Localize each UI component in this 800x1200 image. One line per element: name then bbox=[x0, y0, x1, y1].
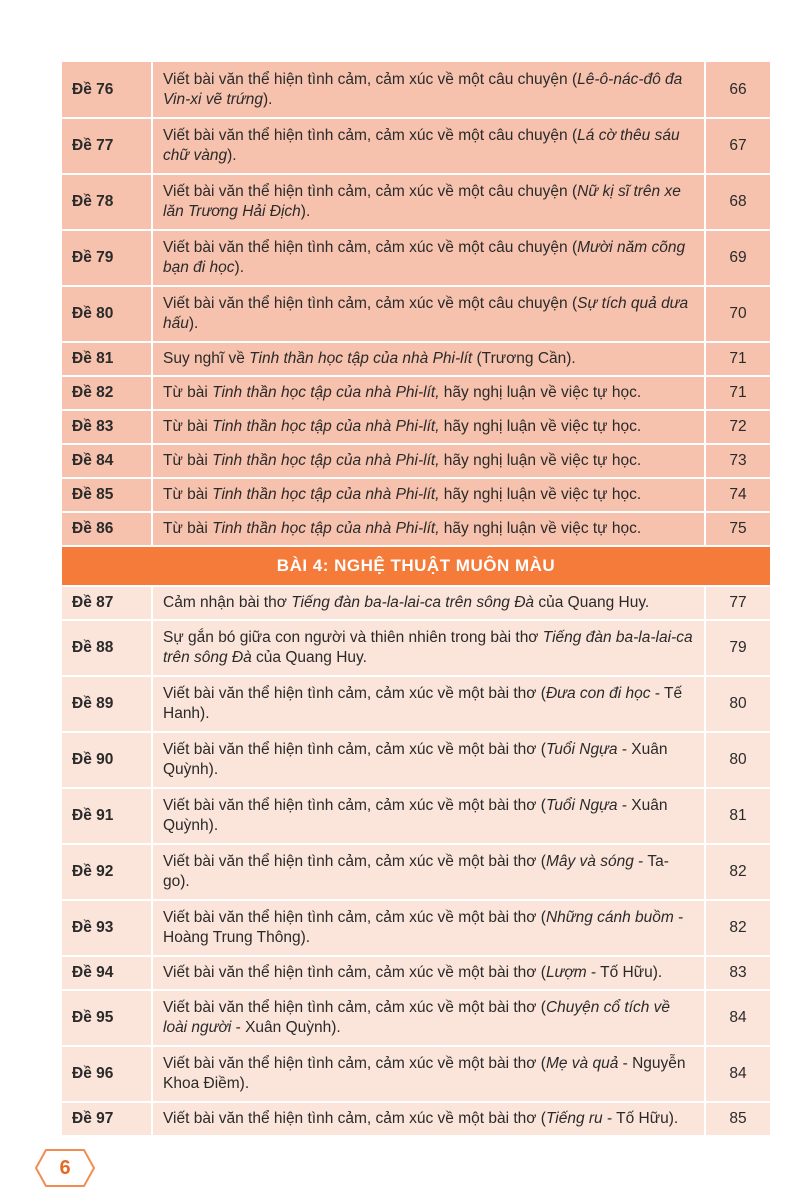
title-text-part: hãy nghị luận về việc tự học. bbox=[439, 520, 642, 537]
exercise-code: Đề 87 bbox=[62, 586, 152, 620]
title-italic-part: Tinh thần học tập của nhà Phi-lít bbox=[249, 350, 473, 367]
title-text-part: - Tế Hanh). bbox=[163, 685, 683, 722]
page-ref: 77 bbox=[705, 586, 770, 620]
page-ref: 70 bbox=[705, 286, 770, 342]
exercise-title bbox=[152, 1102, 705, 1136]
table-row bbox=[62, 376, 770, 410]
table-row bbox=[62, 586, 770, 620]
exercise-title bbox=[152, 1046, 705, 1102]
page-ref: 82 bbox=[705, 900, 770, 956]
title-italic-part: Mẹ và quả bbox=[545, 1055, 619, 1072]
title-text-part: - Tố Hữu). bbox=[602, 1110, 679, 1127]
title-italic-part: Sự tích quả dưa hấu bbox=[163, 295, 689, 332]
title-text-part: của Quang Huy. bbox=[251, 649, 367, 666]
page-ref: 66 bbox=[705, 62, 770, 118]
title-text-part: hãy nghị luận về việc tự học. bbox=[439, 384, 642, 401]
title-italic-part: Lê-ô-nác-đô đa Vin-xi vẽ trứng bbox=[163, 70, 683, 108]
page-ref: 82 bbox=[705, 844, 770, 900]
exercise-code: Đề 93 bbox=[62, 900, 152, 956]
title-italic-part: Những cánh buồm bbox=[545, 909, 674, 926]
title-italic-part: Mây và sóng bbox=[545, 853, 634, 870]
table-row bbox=[62, 990, 770, 1046]
title-text-part: Từ bài bbox=[163, 486, 213, 503]
title-text-part: Viết bài văn thể hiện tình cảm, cảm xúc về một bài thơ ( bbox=[163, 741, 546, 758]
title-italic-part: Tinh thần học tập của nhà Phi-lít, bbox=[212, 452, 440, 469]
title-text-part: Viết bài văn thể hiện tình cảm, cảm xúc về một bài thơ ( bbox=[163, 853, 546, 870]
table-row bbox=[62, 174, 770, 230]
title-text-part: Từ bài bbox=[163, 384, 213, 401]
page-ref: 79 bbox=[705, 620, 770, 676]
title-text-part: - Tố Hữu). bbox=[586, 964, 663, 981]
title-italic-part: Tiếng đàn ba-la-lai-ca trên sông Đà bbox=[163, 629, 693, 666]
title-text-part: ). bbox=[263, 90, 273, 108]
table-row bbox=[62, 956, 770, 990]
page-ref: 68 bbox=[705, 174, 770, 230]
page-ref: 80 bbox=[705, 676, 770, 732]
exercise-title bbox=[152, 230, 705, 286]
title-italic-part: Tinh thần học tập của nhà Phi-lít, bbox=[212, 486, 440, 503]
section-heading: BÀI 4: NGHỆ THUẬT MUÔN MÀU bbox=[62, 546, 770, 586]
page-ref: 72 bbox=[705, 410, 770, 444]
title-italic-part: Mười năm cõng bạn đi học bbox=[163, 239, 686, 276]
title-text-part: Viết bài văn thể hiện tình cảm, cảm xúc về một bài thơ ( bbox=[163, 999, 546, 1016]
title-text-part: ). bbox=[227, 147, 237, 164]
title-italic-part: Lá cờ thêu sáu chữ vàng bbox=[163, 127, 680, 164]
exercise-code: Đề 84 bbox=[62, 444, 152, 478]
title-text-part: Viết bài văn thể hiện tình cảm, cảm xúc về một bài thơ ( bbox=[163, 909, 546, 926]
page-ref: 80 bbox=[705, 732, 770, 788]
exercise-title bbox=[152, 376, 705, 410]
title-text-part: Viết bài văn thể hiện tình cảm, cảm xúc về một bài thơ ( bbox=[163, 797, 546, 814]
title-text-part: Từ bài bbox=[163, 520, 213, 537]
title-italic-part: Tiếng ru bbox=[545, 1110, 603, 1127]
table-row bbox=[62, 118, 770, 174]
table-row bbox=[62, 62, 770, 118]
page-ref: 84 bbox=[705, 990, 770, 1046]
title-text-part: Viết bài văn thể hiện tình cảm, cảm xúc về một bài thơ ( bbox=[163, 964, 546, 981]
exercise-code: Đề 95 bbox=[62, 990, 152, 1046]
exercise-title bbox=[152, 512, 705, 546]
page-ref: 85 bbox=[705, 1102, 770, 1136]
table-row bbox=[62, 900, 770, 956]
title-text-part: - Xuân Quỳnh). bbox=[163, 797, 668, 834]
exercise-title bbox=[152, 900, 705, 956]
table-row bbox=[62, 512, 770, 546]
exercise-title bbox=[152, 844, 705, 900]
table-row bbox=[62, 286, 770, 342]
title-italic-part: Tinh thần học tập của nhà Phi-lít, bbox=[212, 520, 440, 537]
title-text-part: hãy nghị luận về việc tự học. bbox=[439, 452, 642, 469]
title-text-part: Viết bài văn thể hiện tình cảm, cảm xúc về một bài thơ ( bbox=[163, 685, 546, 702]
title-text-part: Viết bài văn thể hiện tình cảm, cảm xúc về một câu chuyện ( bbox=[163, 239, 578, 256]
exercise-title bbox=[152, 620, 705, 676]
table-row bbox=[62, 410, 770, 444]
title-text-part: Viết bài văn thể hiện tình cảm, cảm xúc về một câu chuyện ( bbox=[163, 127, 578, 144]
page-ref: 75 bbox=[705, 512, 770, 546]
exercise-code: Đề 81 bbox=[62, 342, 152, 376]
title-text-part: Cảm nhận bài thơ bbox=[163, 594, 292, 611]
title-text-part: ). bbox=[300, 203, 311, 220]
exercise-code: Đề 97 bbox=[62, 1102, 152, 1136]
title-text-part: Viết bài văn thể hiện tình cảm, cảm xúc về một bài thơ ( bbox=[163, 1110, 546, 1127]
exercise-title bbox=[152, 62, 705, 118]
table-row bbox=[62, 620, 770, 676]
exercise-code: Đề 80 bbox=[62, 286, 152, 342]
title-text-part: (Trương Cần). bbox=[472, 350, 576, 367]
title-text-part: - Nguyễn Khoa Điềm). bbox=[163, 1055, 686, 1092]
title-text-part: Viết bài văn thể hiện tình cảm, cảm xúc về một câu chuyện ( bbox=[163, 70, 578, 88]
title-text-part: Viết bài văn thể hiện tình cảm, cảm xúc về một bài thơ ( bbox=[163, 1055, 546, 1072]
exercise-title bbox=[152, 118, 705, 174]
section-header bbox=[62, 546, 770, 586]
title-text-part: ). bbox=[188, 315, 199, 332]
exercise-code: Đề 89 bbox=[62, 676, 152, 732]
page-ref: 67 bbox=[705, 118, 770, 174]
exercise-code: Đề 76 bbox=[62, 62, 152, 118]
title-italic-part: Lượm bbox=[545, 964, 587, 981]
exercise-title bbox=[152, 286, 705, 342]
table-row bbox=[62, 1102, 770, 1136]
title-italic-part: Chuyện cổ tích về loài người bbox=[163, 999, 671, 1036]
exercise-code: Đề 86 bbox=[62, 512, 152, 546]
title-italic-part: Đưa con đi học bbox=[545, 685, 651, 702]
title-text-part: Viết bài văn thể hiện tình cảm, cảm xúc về một câu chuyện ( bbox=[163, 295, 578, 312]
exercise-title bbox=[152, 676, 705, 732]
exercise-title bbox=[152, 342, 705, 376]
exercise-code: Đề 83 bbox=[62, 410, 152, 444]
exercise-title bbox=[152, 990, 705, 1046]
table-row bbox=[62, 676, 770, 732]
title-text-part: của Quang Huy. bbox=[534, 594, 650, 611]
page-ref: 74 bbox=[705, 478, 770, 512]
title-text-part: hãy nghị luận về việc tự học. bbox=[439, 418, 642, 435]
title-italic-part: Tiếng đàn ba-la-lai-ca trên sông Đà bbox=[291, 594, 535, 611]
page-ref: 73 bbox=[705, 444, 770, 478]
title-text-part: Từ bài bbox=[163, 452, 213, 469]
title-text-part: Sự gắn bó giữa con người và thiên nhiên trong bài thơ bbox=[163, 629, 543, 646]
exercise-code: Đề 88 bbox=[62, 620, 152, 676]
exercise-code: Đề 77 bbox=[62, 118, 152, 174]
table-row bbox=[62, 732, 770, 788]
exercise-title bbox=[152, 444, 705, 478]
exercise-code: Đề 91 bbox=[62, 788, 152, 844]
title-text-part: - Ta-go). bbox=[163, 853, 669, 890]
exercise-code: Đề 96 bbox=[62, 1046, 152, 1102]
exercise-title bbox=[152, 174, 705, 230]
title-text-part: - Hoàng Trung Thông). bbox=[163, 909, 684, 946]
exercise-code: Đề 78 bbox=[62, 174, 152, 230]
title-text-part: - Xuân Quỳnh). bbox=[231, 1019, 341, 1036]
exercise-title bbox=[152, 732, 705, 788]
page-ref: 81 bbox=[705, 788, 770, 844]
page-ref: 71 bbox=[705, 342, 770, 376]
title-text-part: hãy nghị luận về việc tự học. bbox=[439, 486, 642, 503]
exercise-title bbox=[152, 586, 705, 620]
exercise-code: Đề 90 bbox=[62, 732, 152, 788]
table-row bbox=[62, 444, 770, 478]
title-italic-part: Tuổi Ngựa bbox=[545, 797, 618, 814]
title-text-part: Từ bài bbox=[163, 418, 213, 435]
title-italic-part: Tinh thần học tập của nhà Phi-lít, bbox=[212, 384, 440, 401]
page-number: 6 bbox=[59, 1157, 71, 1179]
exercise-code: Đề 85 bbox=[62, 478, 152, 512]
table-row bbox=[62, 1046, 770, 1102]
title-italic-part: Tinh thần học tập của nhà Phi-lít, bbox=[212, 418, 440, 435]
title-text-part: Viết bài văn thể hiện tình cảm, cảm xúc về một câu chuyện ( bbox=[163, 183, 578, 200]
title-text-part: Suy nghĩ về bbox=[163, 350, 250, 367]
table-row bbox=[62, 788, 770, 844]
table-row bbox=[62, 844, 770, 900]
exercise-code: Đề 79 bbox=[62, 230, 152, 286]
table-row bbox=[62, 230, 770, 286]
exercise-code: Đề 94 bbox=[62, 956, 152, 990]
title-text-part: ). bbox=[234, 259, 244, 276]
exercise-code: Đề 82 bbox=[62, 376, 152, 410]
table-row bbox=[62, 342, 770, 376]
table-row bbox=[62, 478, 770, 512]
page-number-badge bbox=[34, 1148, 96, 1188]
exercise-title bbox=[152, 410, 705, 444]
page-ref: 84 bbox=[705, 1046, 770, 1102]
page-ref: 83 bbox=[705, 956, 770, 990]
title-italic-part: Nữ kị sĩ trên xe lăn Trương Hải Địch bbox=[163, 183, 681, 220]
title-text-part: - Xuân Quỳnh). bbox=[163, 741, 668, 778]
exercise-title bbox=[152, 788, 705, 844]
page-ref: 71 bbox=[705, 376, 770, 410]
exercise-code: Đề 92 bbox=[62, 844, 152, 900]
exercise-title bbox=[152, 956, 705, 990]
table-of-contents bbox=[62, 62, 770, 1137]
page-ref: 69 bbox=[705, 230, 770, 286]
title-italic-part: Tuổi Ngựa bbox=[545, 741, 618, 758]
exercise-title bbox=[152, 478, 705, 512]
